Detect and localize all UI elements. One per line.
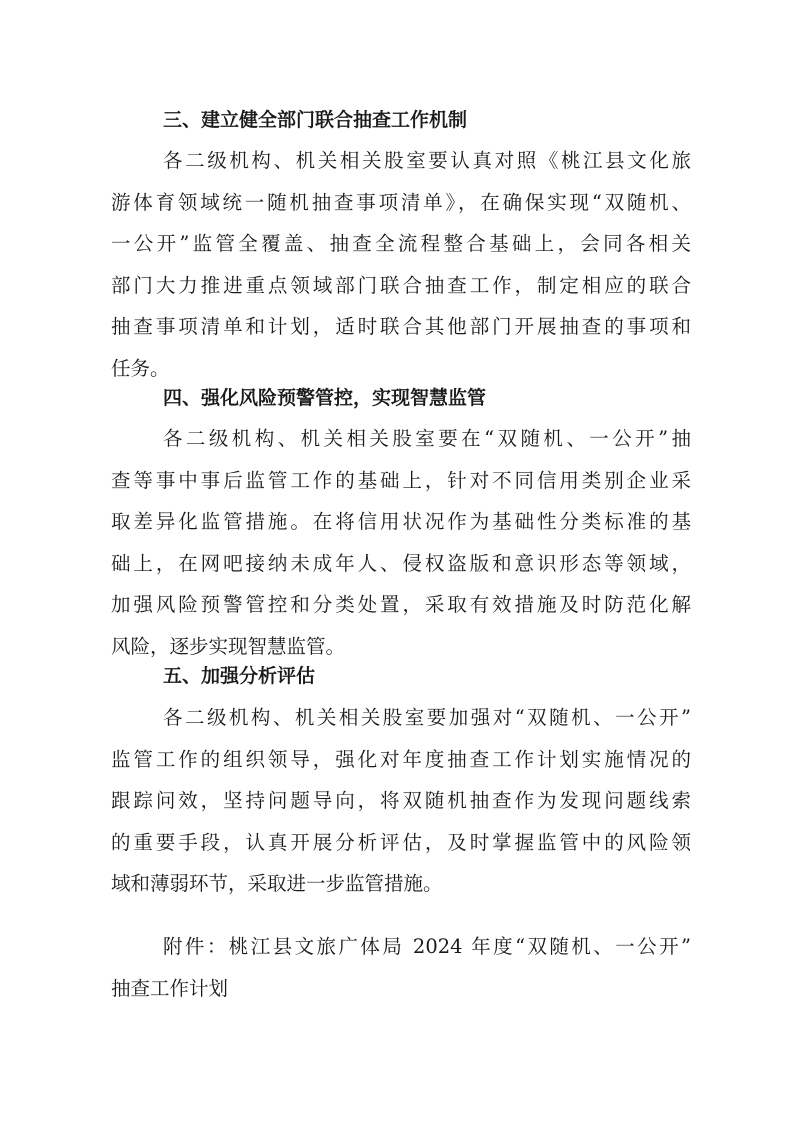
paragraph-line: 部门大力推进重点领域部门联合抽查工作，制定相应的联合	[111, 273, 691, 297]
paragraph-line: 各二级机构、机关相关股室要加强对“双随机、一公开”	[163, 706, 691, 729]
paragraph-line: 任务。	[111, 356, 170, 380]
paragraph-line: 各二级机构、机关相关股室要在“双随机、一公开”抽	[163, 427, 691, 450]
paragraph-line: 游体育领域统一随机抽查事项清单》，在确保实现“双随机、	[111, 190, 691, 214]
paragraph-line: 础上，在网吧接纳未成年人、侵权盗版和意识形态等领域，	[111, 551, 691, 575]
section-paragraph-3	[111, 140, 691, 389]
section-paragraph-4	[111, 418, 691, 667]
attachment-note	[111, 926, 691, 1009]
paragraph-line: 监管工作的组织领导，强化对年度抽查工作计划实施情况的	[111, 747, 691, 771]
section-heading-4: 四、强化风险预警管控，实现智慧监管	[163, 387, 487, 409]
paragraph-line: 各二级机构、机关相关股室要认真对照《桃江县文化旅	[163, 149, 691, 172]
attachment-line: 附件：桃江县文旅广体局 2024 年度“双随机、一公开”	[163, 935, 691, 958]
paragraph-line: 域和薄弱环节，采取进一步监管措施。	[111, 872, 443, 895]
paragraph-line: 抽查事项清单和计划，适时联合其他部门开展抽查的事项和	[111, 315, 691, 338]
paragraph-line: 加强风险预警管控和分类处置，采取有效措施及时防范化解	[111, 593, 691, 616]
paragraph-line: 查等事中事后监管工作的基础上，针对不同信用类别企业采	[111, 468, 691, 492]
section-paragraph-5	[111, 697, 691, 905]
paragraph-line: 跟踪问效，坚持问题导向，将双随机抽查作为发现问题线索	[111, 789, 691, 812]
paragraph-line: 的重要手段，认真开展分析评估，及时掌握监管中的风险领	[111, 830, 691, 854]
paragraph-line: 取差异化监管措施。在将信用状况作为基础性分类标准的基	[111, 510, 691, 533]
section-heading-3: 三、建立健全部门联合抽查工作机制	[163, 109, 468, 131]
paragraph-line: 一公开”监管全覆盖、抽查全流程整合基础上，会同各相关	[111, 232, 691, 255]
paragraph-line: 风险，逐步实现智慧监管。	[111, 634, 346, 658]
attachment-line: 抽查工作计划	[111, 976, 229, 1000]
section-heading-5: 五、加强分析评估	[163, 665, 316, 687]
